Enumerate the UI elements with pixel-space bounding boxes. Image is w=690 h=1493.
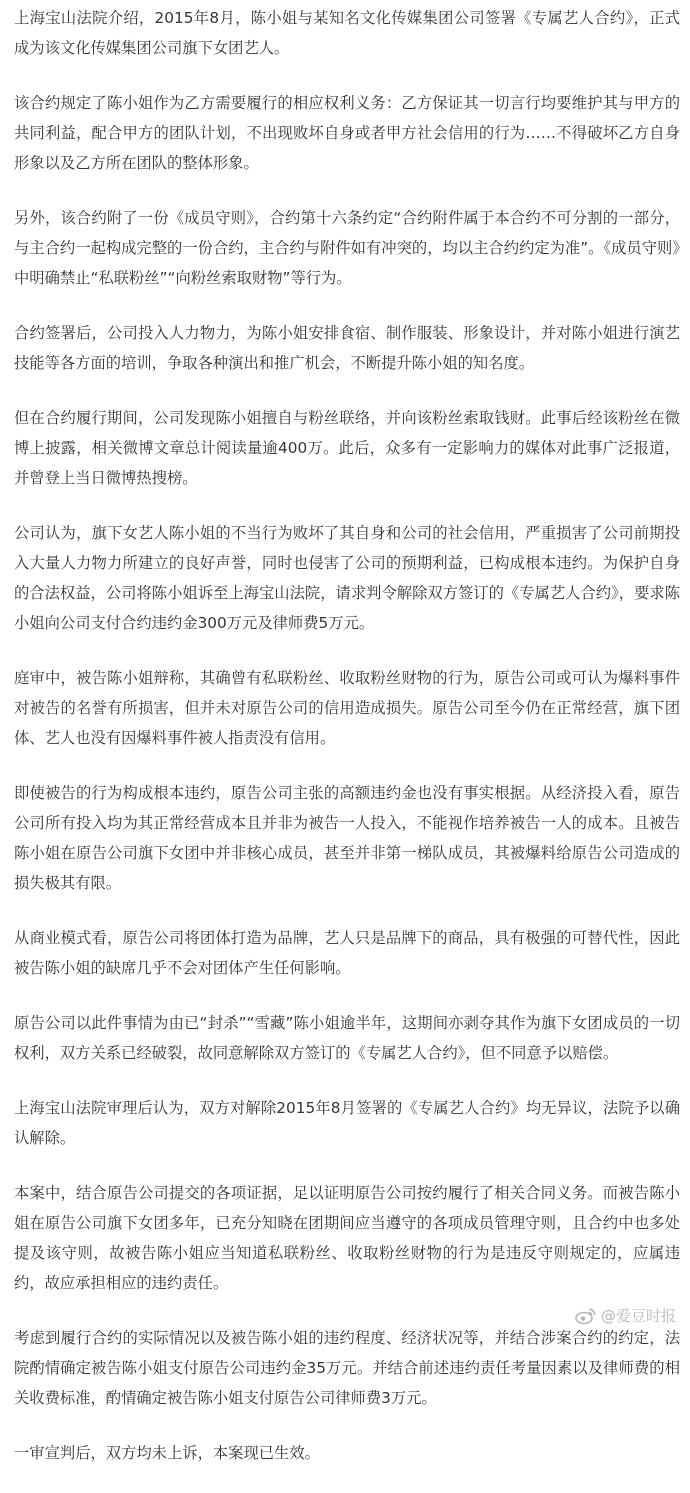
paragraph-10: 原告公司以此件事情为由已“封杀”“雪藏”陈小姐逾半年，这期间亦剥夺其作为旗下女团成员的一切权利，双方关系已经破裂，故同意解除双方签订的《专属艺人合约》，但不同意予以赔偿。 <box>14 1014 680 1062</box>
paragraph-13: 考虑到履行合约的实际情况以及被告陈小姐的违约程度、经济状况等，并结合涉案合约的约定，法院酌情确定被告陈小姐支付原告公司违约金35万元。并结合前述违约责任考量因素以及律师费的相关收费标准，酌情确定被告陈小姐支付原告公司律师费3万元。 <box>14 1329 680 1407</box>
paragraph-7: 庭审中，被告陈小姐辩称，其确曾有私联粉丝、收取粉丝财物的行为，原告公司或可认为爆料事件对被告的名誉有所损害，但并未对原告公司的信用造成损失。原告公司至今仍在正常经营，旗下团体、艺人也没有因爆料事件被人指责没有信用。 <box>14 669 680 747</box>
article-body <box>14 0 680 1493</box>
paragraph-9: 从商业模式看，原告公司将团体打造为品牌，艺人只是品牌下的商品，具有极强的可替代性，因此被告陈小姐的缺席几乎不会对团体产生任何影响。 <box>14 929 680 977</box>
paragraph-5: 但在合约履行期间，公司发现陈小姐擅自与粉丝联络，并向该粉丝索取钱财。此事后经该粉丝在微博上披露，相关微博文章总计阅读量逾400万。此后，众多有一定影响力的媒体对此事广泛报道，并曾登上当日微博热搜榜。 <box>14 409 680 487</box>
paragraph-14: 一审宣判后，双方均未上诉，本案现已生效。 <box>14 1444 320 1462</box>
paragraph-2: 该合约规定了陈小姐作为乙方需要履行的相应权利义务：乙方保证其一切言行均要维护其与甲方的共同利益，配合甲方的团队计划，不出现败坏自身或者甲方社会信用的行为……不得破坏乙方自身形象以及乙方所在团队的整体形象。 <box>14 94 680 172</box>
weibo-icon <box>575 1307 597 1325</box>
paragraph-8: 即使被告的行为构成根本违约，原告公司主张的高额违约金也没有事实根据。从经济投入看，原告公司所有投入均为其正常经营成本且并非为被告一人投入，不能视作培养被告一人的成本。且被告陈小姐在原告公司旗下女团中并非核心成员，甚至并非第一梯队成员，其被爆料给原告公司造成的损失极其有限。 <box>14 784 680 892</box>
paragraph-1: 上海宝山法院介绍，2015年8月，陈小姐与某知名文化传媒集团公司签署《专属艺人合约》，正式成为该文化传媒集团公司旗下女团艺人。 <box>14 9 680 57</box>
paragraph-3: 另外，该合约附了一份《成员守则》，合约第十六条约定“合约附件属于本合约不可分割的一部分，与主合约一起构成完整的一份合约，主合约与附件如有冲突的，均以主合约约定为准”。《成员守则》中明确禁止“私联粉丝”“向粉丝索取财物”等行为。 <box>14 209 680 287</box>
watermark <box>575 1305 676 1326</box>
watermark-text: @爱豆时报 <box>600 1307 676 1325</box>
paragraph-11: 上海宝山法院审理后认为，双方对解除2015年8月签署的《专属艺人合约》均无异议，法院予以确认解除。 <box>14 1099 680 1147</box>
paragraph-12: 本案中，结合原告公司提交的各项证据，足以证明原告公司按约履行了相关合同义务。而被告陈小姐在原告公司旗下女团多年，已充分知晓在团期间应当遵守的各项成员管理守则，且合约中也多处提及该守则，故被告陈小姐应当知道私联粉丝、收取粉丝财物的行为是违反守则规定的，应属违约，故应承担相应的违约责任。 <box>14 1184 680 1292</box>
paragraph-6: 公司认为，旗下女艺人陈小姐的不当行为败坏了其自身和公司的社会信用，严重损害了公司前期投入大量人力物力所建立的良好声誉，同时也侵害了公司的预期利益，已构成根本违约。为保护自身的合法权益，公司将陈小姐诉至上海宝山法院，请求判令解除双方签订的《专属艺人合约》，要求陈小姐向公司支付合约违约金300万元及律师费5万元。 <box>14 524 680 632</box>
paragraph-4: 合约签署后，公司投入人力物力，为陈小姐安排食宿、制作服装、形象设计，并对陈小姐进行演艺技能等各方面的培训，争取各种演出和推广机会，不断提升陈小姐的知名度。 <box>14 324 680 372</box>
